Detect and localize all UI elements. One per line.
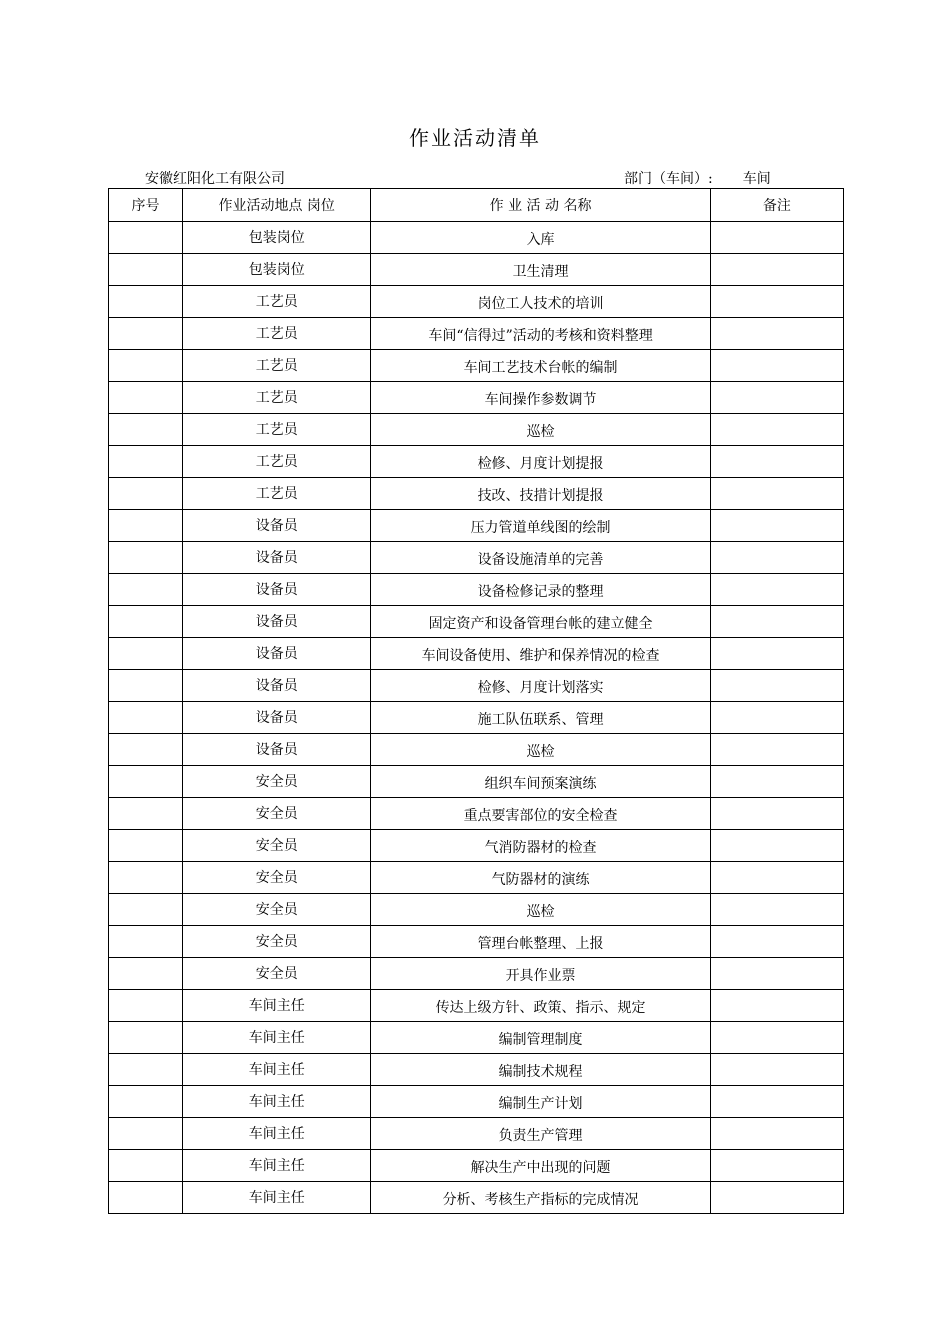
cell-position: 工艺员 [183, 318, 371, 350]
cell-remark [710, 798, 843, 830]
activity-table [108, 188, 844, 1214]
department-info [624, 168, 771, 188]
cell-position: 车间主任 [183, 990, 371, 1022]
cell-activity: 气防器材的演练 [371, 862, 710, 894]
table-row [109, 830, 844, 862]
cell-remark [710, 1086, 843, 1118]
cell-activity: 开具作业票 [371, 958, 710, 990]
cell-remark [710, 894, 843, 926]
cell-position: 设备员 [183, 670, 371, 702]
table-row [109, 574, 844, 606]
cell-seq [109, 414, 183, 446]
cell-remark [710, 318, 843, 350]
cell-activity: 巡检 [371, 894, 710, 926]
table-row [109, 670, 844, 702]
cell-activity: 车间工艺技术台帐的编制 [371, 350, 710, 382]
cell-activity: 岗位工人技术的培训 [371, 286, 710, 318]
cell-position: 设备员 [183, 734, 371, 766]
table-row [109, 958, 844, 990]
table-row [109, 606, 844, 638]
cell-seq [109, 510, 183, 542]
cell-position: 安全员 [183, 958, 371, 990]
cell-activity: 管理台帐整理、上报 [371, 926, 710, 958]
cell-activity: 传达上级方针、政策、指示、规定 [371, 990, 710, 1022]
cell-position: 车间主任 [183, 1182, 371, 1214]
cell-remark [710, 638, 843, 670]
cell-remark [710, 574, 843, 606]
cell-seq [109, 958, 183, 990]
cell-remark [710, 254, 843, 286]
cell-seq [109, 478, 183, 510]
cell-activity: 检修、月度计划提报 [371, 446, 710, 478]
table-row [109, 766, 844, 798]
cell-seq [109, 734, 183, 766]
cell-position: 工艺员 [183, 414, 371, 446]
cell-activity: 车间“信得过”活动的考核和资料整理 [371, 318, 710, 350]
cell-position: 安全员 [183, 766, 371, 798]
cell-position: 工艺员 [183, 478, 371, 510]
header-activity: 作 业 活 动 名称 [371, 189, 710, 222]
cell-seq [109, 830, 183, 862]
cell-seq [109, 574, 183, 606]
cell-position: 工艺员 [183, 382, 371, 414]
cell-position: 车间主任 [183, 1086, 371, 1118]
header-position: 作业活动地点 岗位 [183, 189, 371, 222]
cell-seq [109, 542, 183, 574]
table-row [109, 286, 844, 318]
table-row [109, 1182, 844, 1214]
table-row [109, 478, 844, 510]
cell-remark [710, 222, 843, 254]
table-row [109, 1054, 844, 1086]
cell-seq [109, 862, 183, 894]
table-row [109, 990, 844, 1022]
cell-position: 设备员 [183, 510, 371, 542]
table-row [109, 702, 844, 734]
cell-activity: 编制技术规程 [371, 1054, 710, 1086]
cell-position: 设备员 [183, 638, 371, 670]
header-remark: 备注 [710, 189, 843, 222]
table-row [109, 222, 844, 254]
table-body [109, 222, 844, 1214]
cell-seq [109, 1022, 183, 1054]
company-name: 安徽红阳化工有限公司 [145, 171, 285, 187]
cell-seq [109, 638, 183, 670]
table-row [109, 318, 844, 350]
table-row [109, 382, 844, 414]
cell-position: 设备员 [183, 606, 371, 638]
cell-seq [109, 798, 183, 830]
cell-remark [710, 958, 843, 990]
cell-activity: 施工队伍联系、管理 [371, 702, 710, 734]
cell-position: 设备员 [183, 702, 371, 734]
cell-seq [109, 350, 183, 382]
cell-seq [109, 222, 183, 254]
cell-activity: 解决生产中出现的问题 [371, 1150, 710, 1182]
cell-position: 工艺员 [183, 350, 371, 382]
cell-remark [710, 286, 843, 318]
cell-seq [109, 446, 183, 478]
table-row [109, 798, 844, 830]
cell-activity: 技改、技措计划提报 [371, 478, 710, 510]
cell-seq [109, 766, 183, 798]
cell-activity: 巡检 [371, 414, 710, 446]
cell-seq [109, 382, 183, 414]
cell-remark [710, 414, 843, 446]
cell-activity: 巡检 [371, 734, 710, 766]
cell-activity: 车间设备使用、维护和保养情况的检查 [371, 638, 710, 670]
table-row [109, 862, 844, 894]
table-row [109, 734, 844, 766]
cell-remark [710, 1054, 843, 1086]
cell-remark [710, 830, 843, 862]
cell-activity: 分析、考核生产指标的完成情况 [371, 1182, 710, 1214]
cell-remark [710, 670, 843, 702]
cell-remark [710, 1118, 843, 1150]
table-header-row [109, 189, 844, 222]
cell-remark [710, 510, 843, 542]
cell-activity: 编制管理制度 [371, 1022, 710, 1054]
cell-position: 安全员 [183, 862, 371, 894]
cell-seq [109, 606, 183, 638]
cell-position: 安全员 [183, 894, 371, 926]
cell-activity: 固定资产和设备管理台帐的建立健全 [371, 606, 710, 638]
cell-seq [109, 702, 183, 734]
cell-position: 安全员 [183, 830, 371, 862]
page-title: 作业活动清单 [409, 126, 541, 150]
cell-activity: 卫生清理 [371, 254, 710, 286]
cell-activity: 车间操作参数调节 [371, 382, 710, 414]
cell-seq [109, 894, 183, 926]
cell-position: 安全员 [183, 926, 371, 958]
cell-activity: 入库 [371, 222, 710, 254]
cell-activity: 检修、月度计划落实 [371, 670, 710, 702]
cell-remark [710, 382, 843, 414]
cell-activity: 设备检修记录的整理 [371, 574, 710, 606]
table-row [109, 1118, 844, 1150]
cell-activity: 组织车间预案演练 [371, 766, 710, 798]
table-row [109, 894, 844, 926]
cell-seq [109, 1054, 183, 1086]
table-row [109, 638, 844, 670]
cell-position: 包装岗位 [183, 254, 371, 286]
cell-position: 车间主任 [183, 1054, 371, 1086]
department-value: 车间 [742, 171, 771, 187]
cell-position: 安全员 [183, 798, 371, 830]
cell-remark [710, 446, 843, 478]
department-label: 部门（车间）: [624, 171, 713, 187]
table-row [109, 350, 844, 382]
cell-seq [109, 926, 183, 958]
cell-remark [710, 478, 843, 510]
cell-position: 包装岗位 [183, 222, 371, 254]
header-seq: 序号 [109, 189, 183, 222]
cell-seq [109, 670, 183, 702]
table-row [109, 446, 844, 478]
cell-position: 工艺员 [183, 446, 371, 478]
table-row [109, 926, 844, 958]
cell-seq [109, 990, 183, 1022]
cell-seq [109, 286, 183, 318]
table-row [109, 414, 844, 446]
cell-remark [710, 990, 843, 1022]
cell-position: 工艺员 [183, 286, 371, 318]
cell-activity: 编制生产计划 [371, 1086, 710, 1118]
cell-seq [109, 1150, 183, 1182]
table-row [109, 254, 844, 286]
cell-remark [710, 766, 843, 798]
cell-activity: 负责生产管理 [371, 1118, 710, 1150]
cell-remark [710, 606, 843, 638]
table-row [109, 542, 844, 574]
cell-position: 车间主任 [183, 1022, 371, 1054]
cell-remark [710, 862, 843, 894]
cell-activity: 气消防器材的检查 [371, 830, 710, 862]
cell-seq [109, 254, 183, 286]
cell-seq [109, 1118, 183, 1150]
table-row [109, 1022, 844, 1054]
cell-remark [710, 1022, 843, 1054]
cell-activity: 压力管道单线图的绘制 [371, 510, 710, 542]
cell-position: 车间主任 [183, 1118, 371, 1150]
cell-seq [109, 1182, 183, 1214]
cell-remark [710, 1150, 843, 1182]
cell-seq [109, 1086, 183, 1118]
cell-remark [710, 1182, 843, 1214]
cell-activity: 设备设施清单的完善 [371, 542, 710, 574]
table-row [109, 1150, 844, 1182]
cell-remark [710, 926, 843, 958]
cell-activity: 重点要害部位的安全检查 [371, 798, 710, 830]
cell-position: 设备员 [183, 542, 371, 574]
cell-remark [710, 702, 843, 734]
cell-remark [710, 350, 843, 382]
cell-seq [109, 318, 183, 350]
cell-remark [710, 734, 843, 766]
table-row [109, 1086, 844, 1118]
table-row [109, 510, 844, 542]
cell-remark [710, 542, 843, 574]
cell-position: 设备员 [183, 574, 371, 606]
cell-position: 车间主任 [183, 1150, 371, 1182]
